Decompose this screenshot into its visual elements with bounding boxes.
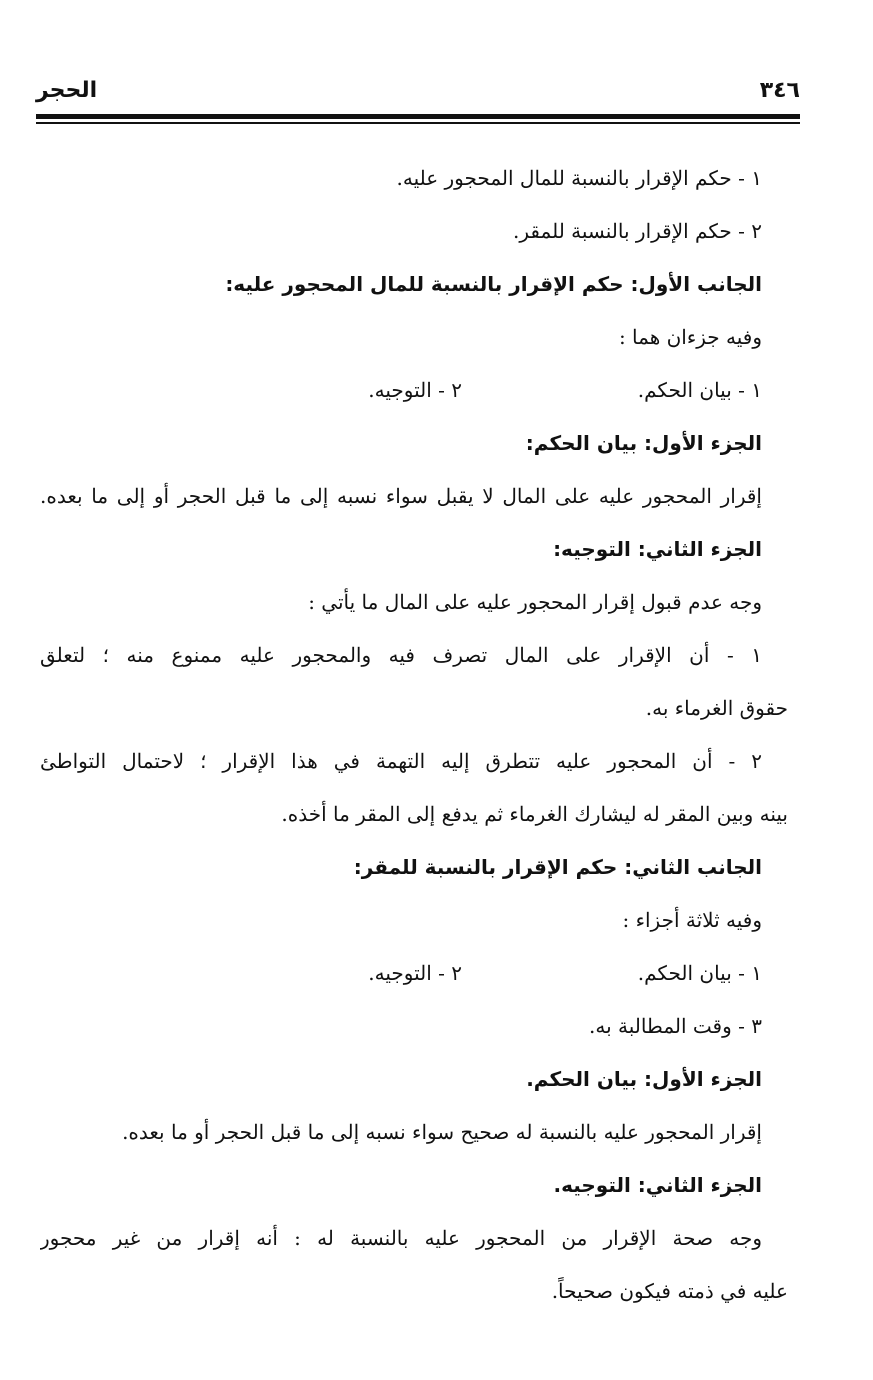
paragraph: ٢ - أن المحجور عليه تتطرق إليه التهمة في هذا الإقرار ؛ لاحتمال التواطئ [40,749,762,773]
subsection-heading: الجزء الأول: بيان الحكم: [525,431,762,455]
paragraph-continuation: حقوق الغرماء به. [645,696,788,720]
paragraph: وجه عدم قبول إقرار المحجور عليه على المال ما يأتي : [308,590,762,614]
two-column-list [40,364,762,417]
paragraph: إقرار المحجور عليه على المال لا يقبل سواء نسبه إلى ما قبل الحجر أو إلى ما بعده. [40,484,762,508]
header-rule-thin [36,122,800,124]
subsection-heading: الجزء الأول: بيان الحكم. [526,1067,762,1091]
header-rule-thick [36,114,800,119]
paragraph-continuation: عليه في ذمته فيكون صحيحاً. [551,1279,788,1303]
paragraph: ١ - أن الإقرار على المال تصرف فيه والمحجور عليه ممنوع منه ؛ لتعلق [40,643,762,667]
paragraph: وجه صحة الإقرار من المحجور عليه بالنسبة له : أنه إقرار من غير محجور [40,1226,762,1250]
section-heading: الجانب الثاني: حكم الإقرار بالنسبة للمقر: [353,855,762,879]
list-item: ٢ - التوجيه. [368,378,462,402]
list-item: ١ - حكم الإقرار بالنسبة للمال المحجور عليه. [396,166,762,190]
list-item: ٢ - التوجيه. [368,961,462,985]
list-item: ٣ - وقت المطالبة به. [588,1014,762,1038]
list-item: ٢ - حكم الإقرار بالنسبة للمقر. [513,219,762,243]
two-column-list [40,947,762,1000]
paragraph: وفيه ثلاثة أجزاء : [622,908,762,932]
list-item: ١ - بيان الحكم. [637,378,762,402]
page-number: ٣٤٦ [759,78,800,103]
section-heading: الجانب الأول: حكم الإقرار بالنسبة للمال المحجور عليه: [225,272,762,296]
running-header [36,78,800,112]
page-body [40,152,788,1318]
list-item: ١ - بيان الحكم. [637,961,762,985]
paragraph: إقرار المحجور عليه بالنسبة له صحيح سواء نسبه إلى ما قبل الحجر أو ما بعده. [122,1120,762,1144]
paragraph-continuation: بينه وبين المقر له ليشارك الغرماء ثم يدفع إلى المقر ما أخذه. [281,802,788,826]
chapter-title: الحجر [36,78,98,103]
subsection-heading: الجزء الثاني: التوجيه: [553,537,762,561]
paragraph: وفيه جزءان هما : [618,325,762,349]
subsection-heading: الجزء الثاني: التوجيه. [553,1173,762,1197]
